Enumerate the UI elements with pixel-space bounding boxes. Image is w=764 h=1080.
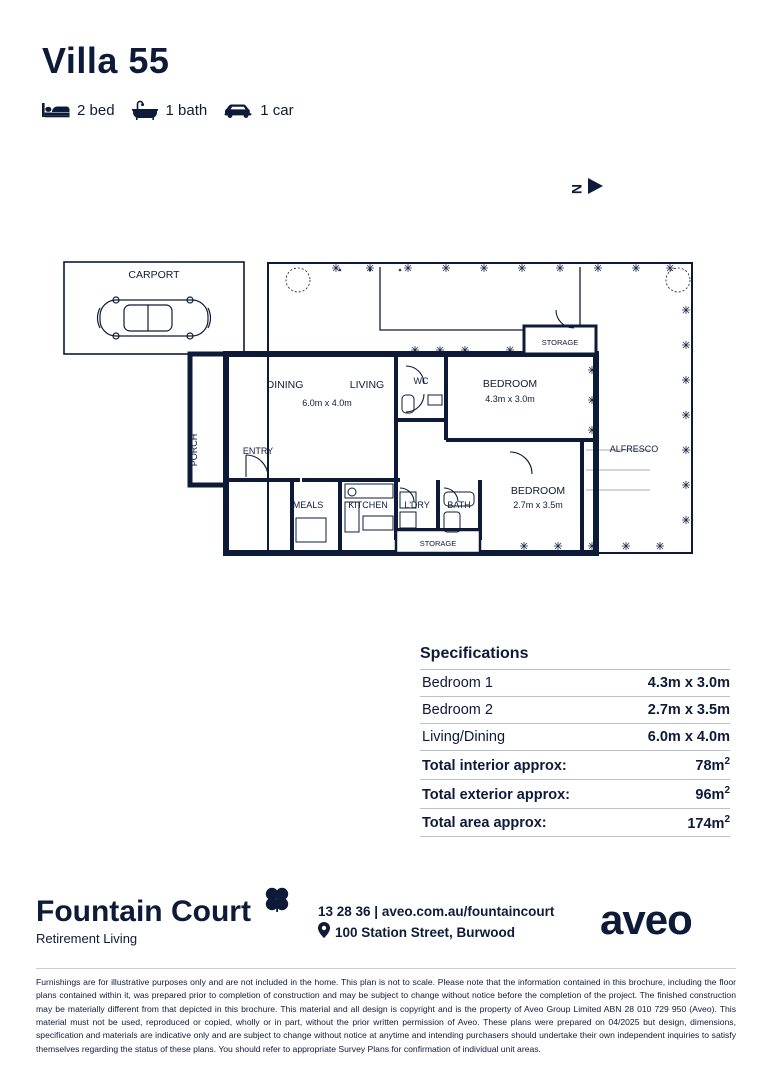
spec-row xyxy=(420,779,730,808)
clover-icon xyxy=(262,884,292,919)
north-label: N xyxy=(569,183,586,194)
disclaimer-text: Furnishings are for illustrative purposes only and are not included in the home. This plan is not to scale. Please note that the information contained in this brochure, including the floor plans contained within it, was prepared prior to completion of construction and may be subject to change without notice before the completion of the project. The finished construction may be materially different from that depicted in this brochure. This material and all design is copyright and is the property of Aveo Group Limited ABN 28 010 729 950 (Aveo). This material must not be used, reproduced or copied, wholly or in part, without the prior written permission of Aveo. These plans were prepared on 04/2025 but design, dimensions, specification and materials are indicative only and are subject to change without notice at anytime and intending purchasers should undertake their own independent inquiries to satisfy themselves regarding the status of these plans. You should refer to appropriate Survey Plans for confirmation of individual unit areas. xyxy=(36,977,736,1054)
feature-bath-label: 1 bath xyxy=(165,101,208,119)
spec-value: $78m^2$ xyxy=(695,756,730,774)
brand-name: Fountain Court xyxy=(36,895,251,928)
specifications-heading: Specifications xyxy=(420,645,529,662)
bedroom2-label: BEDROOM xyxy=(510,485,566,497)
storage-top-label: STORAGE xyxy=(541,338,579,347)
spec-label: Total area approx: xyxy=(422,815,547,832)
spec-value: 2.7m x 3.5m xyxy=(647,702,730,718)
living-size-label: 6.0m x 4.0m xyxy=(302,398,352,408)
storage-bottom-box xyxy=(396,530,480,553)
contact-address-row xyxy=(318,922,554,944)
spec-label: Bedroom 2 xyxy=(422,702,493,718)
bath-icon xyxy=(131,100,159,120)
brand-subtitle: Retirement Living xyxy=(36,931,138,946)
spec-value: 4.3m x 3.0m xyxy=(647,675,730,691)
laundry-label: L'DRY xyxy=(404,500,430,510)
aveo-logo: aveo xyxy=(600,896,692,943)
carport-area xyxy=(64,262,244,354)
spec-value: $174m^2$ xyxy=(687,813,730,832)
spec-row xyxy=(420,750,730,779)
spec-value: $96m^2$ xyxy=(695,784,730,803)
spec-row xyxy=(420,723,730,750)
feature-bed xyxy=(42,101,115,119)
feature-car xyxy=(223,101,293,119)
storage-bottom-label: STORAGE xyxy=(419,539,457,548)
spec-value: 6.0m x 4.0m xyxy=(647,729,730,745)
meals-label: MEALS xyxy=(292,500,324,510)
spec-row xyxy=(420,669,730,696)
disclaimer xyxy=(36,968,736,1056)
north-arrow xyxy=(569,175,606,202)
spec-label: Living/Dining xyxy=(422,729,506,745)
north-arrow-icon xyxy=(584,175,606,202)
contact-address: 100 Station Street, Burwood xyxy=(335,924,516,940)
kitchen-label: KITCHEN xyxy=(348,500,388,510)
living-label: LIVING xyxy=(349,379,385,391)
spec-row xyxy=(420,696,730,723)
spec-bottom-rule xyxy=(420,836,730,837)
feature-bed-label: 2 bed xyxy=(77,101,115,119)
spec-label: Total exterior approx: xyxy=(422,786,570,803)
contact-phone-web[interactable]: 13 28 36 | aveo.com.au/fountaincourt xyxy=(318,904,555,919)
contact-block xyxy=(318,902,554,943)
bedroom2-size-label: 2.7m x 3.5m xyxy=(513,500,563,510)
page-title: Villa 55 xyxy=(42,40,170,81)
floor-plan xyxy=(40,240,730,590)
bed-icon xyxy=(42,101,70,119)
storage-top-box xyxy=(524,326,596,354)
feature-car-label: 1 car xyxy=(260,101,294,119)
location-pin-icon xyxy=(318,922,330,944)
spec-label: Bedroom 1 xyxy=(422,675,493,691)
dining-label: DINING xyxy=(266,379,304,391)
feature-bath xyxy=(131,100,208,120)
car-icon xyxy=(223,101,253,119)
specifications xyxy=(420,645,730,837)
bedroom1-size-label: 4.3m x 3.0m xyxy=(485,394,535,404)
carport-label: CARPORT xyxy=(128,269,180,281)
wc-label: WC xyxy=(413,376,429,386)
spec-label: Total interior approx: xyxy=(422,757,567,774)
porch-label: PORCH xyxy=(189,433,199,467)
disclaimer-divider xyxy=(36,968,736,969)
spec-row xyxy=(420,808,730,837)
brand-block xyxy=(36,895,251,946)
alfresco-label: ALFRESCO xyxy=(609,444,659,454)
entry-label: ENTRY xyxy=(242,446,274,456)
bedroom1-label: BEDROOM xyxy=(482,378,538,390)
bath-label: BATH xyxy=(447,500,471,510)
feature-list xyxy=(42,100,294,120)
